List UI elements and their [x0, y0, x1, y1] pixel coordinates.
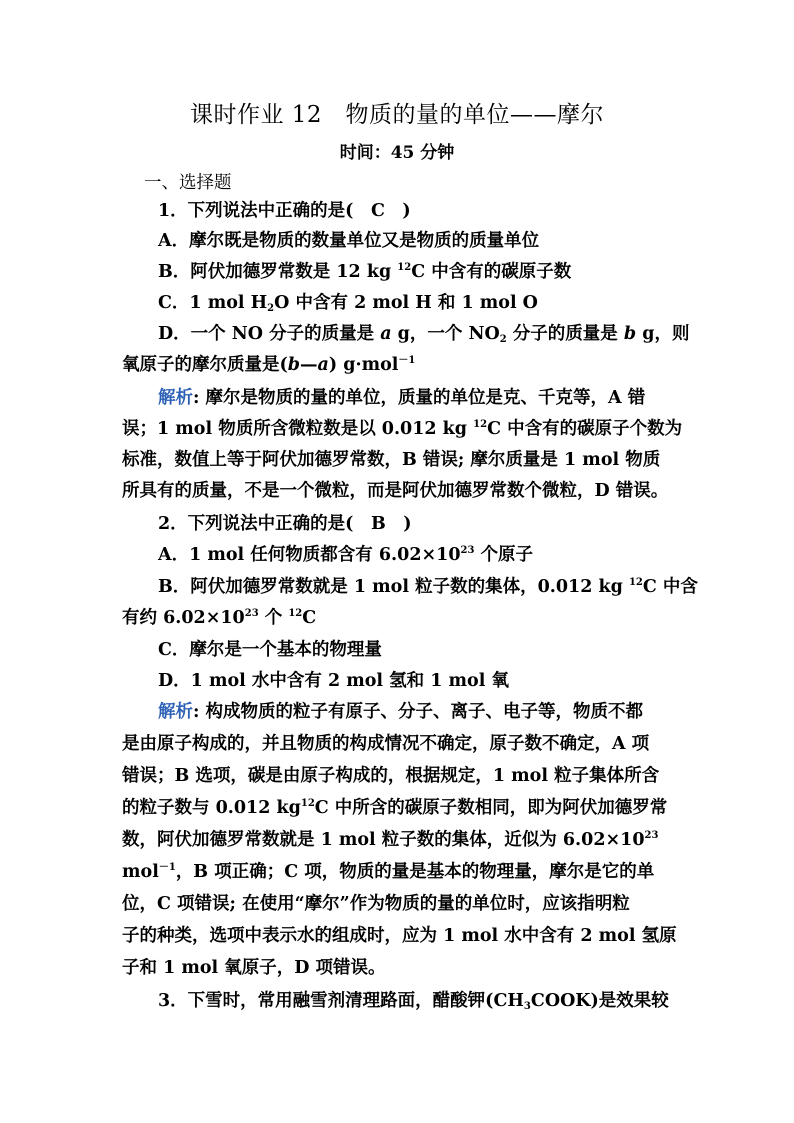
q2-explanation-line9: 子和 1 mol 氧原子，D 项错误。	[122, 958, 386, 978]
q2-option-b-line2: 有约 $6.02\times 10^{23}$ 个 $^{12}$C	[122, 608, 317, 628]
q1-explanation-line2: 误；1 mol 物质所含微粒数是以 0.012 kg $^{12}$C 中含有的碳原子个数为	[122, 419, 683, 439]
q3-stem: 3．下雪时，常用融雪剂清理路面，醋酸钾$(CH_3COOK)$是效果较	[158, 991, 669, 1012]
explanation-label: 解析	[158, 702, 193, 722]
explanation-label: 解析	[158, 388, 193, 408]
q2-explanation-line2: 是由原子构成的，并且物质的构成情况不确定，原子数不确定，A 项	[122, 734, 650, 754]
time-limit: 时间：45 分钟	[339, 143, 455, 163]
q1-option-c: C．1 mol $H_2O$ 中含有 2 mol H 和 1 mol O	[158, 293, 538, 314]
q2-explanation-line5: 数，阿伏加德罗常数就是 1 mol 粒子数的集体，近似为 $6.02\times 10^{23}$	[122, 830, 659, 850]
q2-explanation-line8: 子的种类，选项中表示水的组成时，应为 1 mol 水中含有 2 mol 氢原	[122, 926, 677, 946]
q2-explanation-line1: 解析: 构成物质的粒子有原子、分子、离子、电子等，物质不都	[158, 702, 644, 722]
q1-option-b: B．阿伏加德罗常数是 12 kg $^{12}$C 中含有的碳原子数	[158, 262, 572, 282]
q2-option-a: A．1 mol 任何物质都含有 $6.02\times 10^{23}$ 个原子	[158, 545, 534, 565]
q1-explanation-line3: 标准，数值上等于阿伏加德罗常数，B 错误; 摩尔质量是 1 mol 物质	[122, 450, 661, 470]
page-title: 课时作业 12 物质的量的单位——摩尔	[189, 102, 605, 128]
q2-option-c: C．摩尔是一个基本的物理量	[158, 640, 382, 660]
q2-explanation-line4: 的粒子数与 0.012 $kg^{12}C$ 中所含的碳原子数相同，即为阿伏加德罗常	[122, 798, 668, 818]
q2-option-d: D．1 mol 水中含有 2 mol 氢和 1 mol 氧	[158, 671, 509, 691]
q2-explanation-line7: 位，C 项错误; 在使用“摩尔”作为物质的量的单位时，应该指明粒	[122, 894, 630, 914]
q1-option-d-line2: 氧原子的摩尔质量是(b—a) g·mol$^{-1}$	[122, 355, 416, 375]
q2-option-b-line1: B．阿伏加德罗常数就是 1 mol 粒子数的集体，0.012 kg $^{12}$C 中含	[158, 577, 698, 597]
q2-explanation-line3: 错误；B 选项，碳是由原子构成的，根据规定，1 mol 粒子集体所含	[122, 766, 660, 786]
q1-option-d-line1: D．一个 NO 分子的质量是 a g，一个 $NO_2$ 分子的质量是 b g，则	[158, 324, 690, 345]
q2-stem: 2．下列说法中正确的是( B )	[158, 514, 412, 534]
q1-stem: 1．下列说法中正确的是( C )	[158, 201, 411, 221]
q1-option-a: A．摩尔既是物质的数量单位又是物质的质量单位	[158, 231, 540, 251]
q1-explanation-line1: 解析: 摩尔是物质的量的单位，质量的单位是克、千克等，A 错	[158, 388, 646, 408]
q1-explanation-line4: 所具有的质量，不是一个微粒，而是阿伏加德罗常数个微粒，D 错误。	[122, 481, 669, 501]
q2-explanation-line6: mol$^{-1}$，B 项正确；C 项，物质的量是基本的物理量，摩尔是它的单	[122, 862, 655, 882]
section-heading: 一、选择题	[144, 173, 232, 193]
